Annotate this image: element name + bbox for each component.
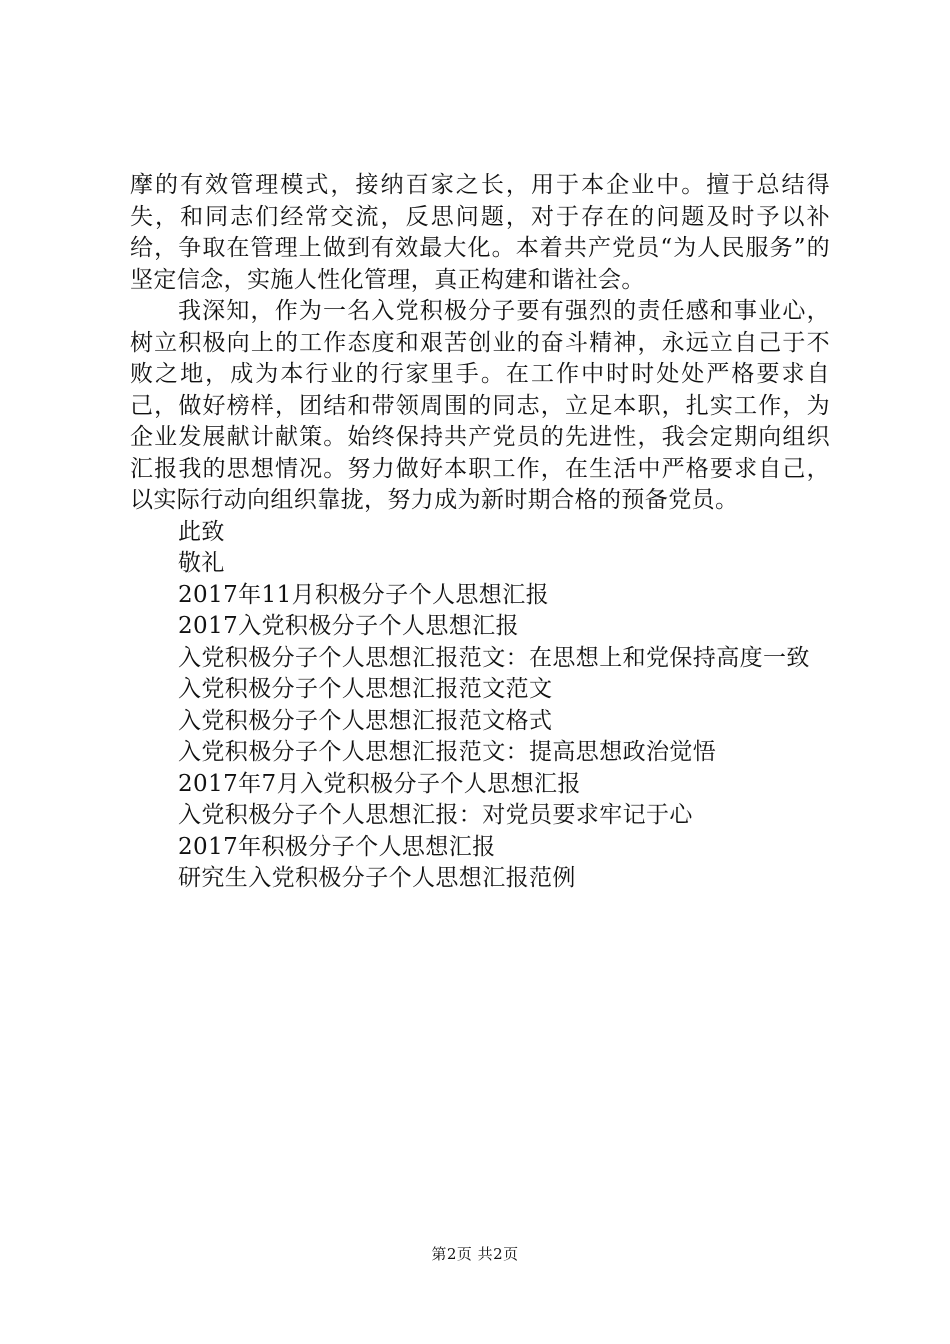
- related-link[interactable]: 入党积极分子个人思想汇报范文：在思想上和党保持高度一致: [178, 644, 810, 671]
- related-link[interactable]: 2017年积极分子个人思想汇报: [178, 833, 496, 860]
- related-link[interactable]: 2017入党积极分子个人思想汇报: [178, 613, 519, 639]
- page-number-footer: 第2页 共2页: [431, 1245, 519, 1263]
- related-link[interactable]: 入党积极分子个人思想汇报范文：提高思想政治觉悟: [178, 739, 717, 765]
- document-body: [130, 170, 830, 895]
- paragraph-main: 我深知，作为一名入党积极分子要有强烈的责任感和事业心，树立积极向上的工作态度和艰苦创业的奋斗精神，永远立自己于不败之地，成为本行业的行家里手。在工作中时时处处严格要求自己，做好榜样，团结和带领周围的同志，立足本职，扎实工作，为企业发展献计献策。始终保持共产党员的先进性，我会定期向组织汇报我的思想情况。努力做好本职工作，在生活中严格要求自己，以实际行动向组织靠拢，努力成为新时期合格的预备党员。: [130, 298, 830, 513]
- related-link[interactable]: 入党积极分子个人思想汇报范文格式: [178, 707, 553, 734]
- related-link[interactable]: 入党积极分子个人思想汇报范文范文: [178, 676, 553, 702]
- related-link[interactable]: 入党积极分子个人思想汇报：对党员要求牢记于心: [178, 802, 693, 828]
- related-link[interactable]: 2017年7月入党积极分子个人思想汇报: [178, 770, 581, 797]
- paragraph-continued: 摩的有效管理模式，接纳百家之长，用于本企业中。擅于总结得失，和同志们经常交流，反思问题，对于存在的问题及时予以补给，争取在管理上做到有效最大化。本着共产党员“为人民服务”的坚定信念，实施人性化管理，真正构建和谐社会。: [130, 172, 830, 293]
- closing-regards: 敬礼: [178, 550, 225, 576]
- related-link[interactable]: 研究生入党积极分子个人思想汇报范例: [178, 865, 576, 891]
- related-link[interactable]: 2017年11月积极分子个人思想汇报: [178, 581, 549, 608]
- closing-salutation: 此致: [178, 518, 225, 545]
